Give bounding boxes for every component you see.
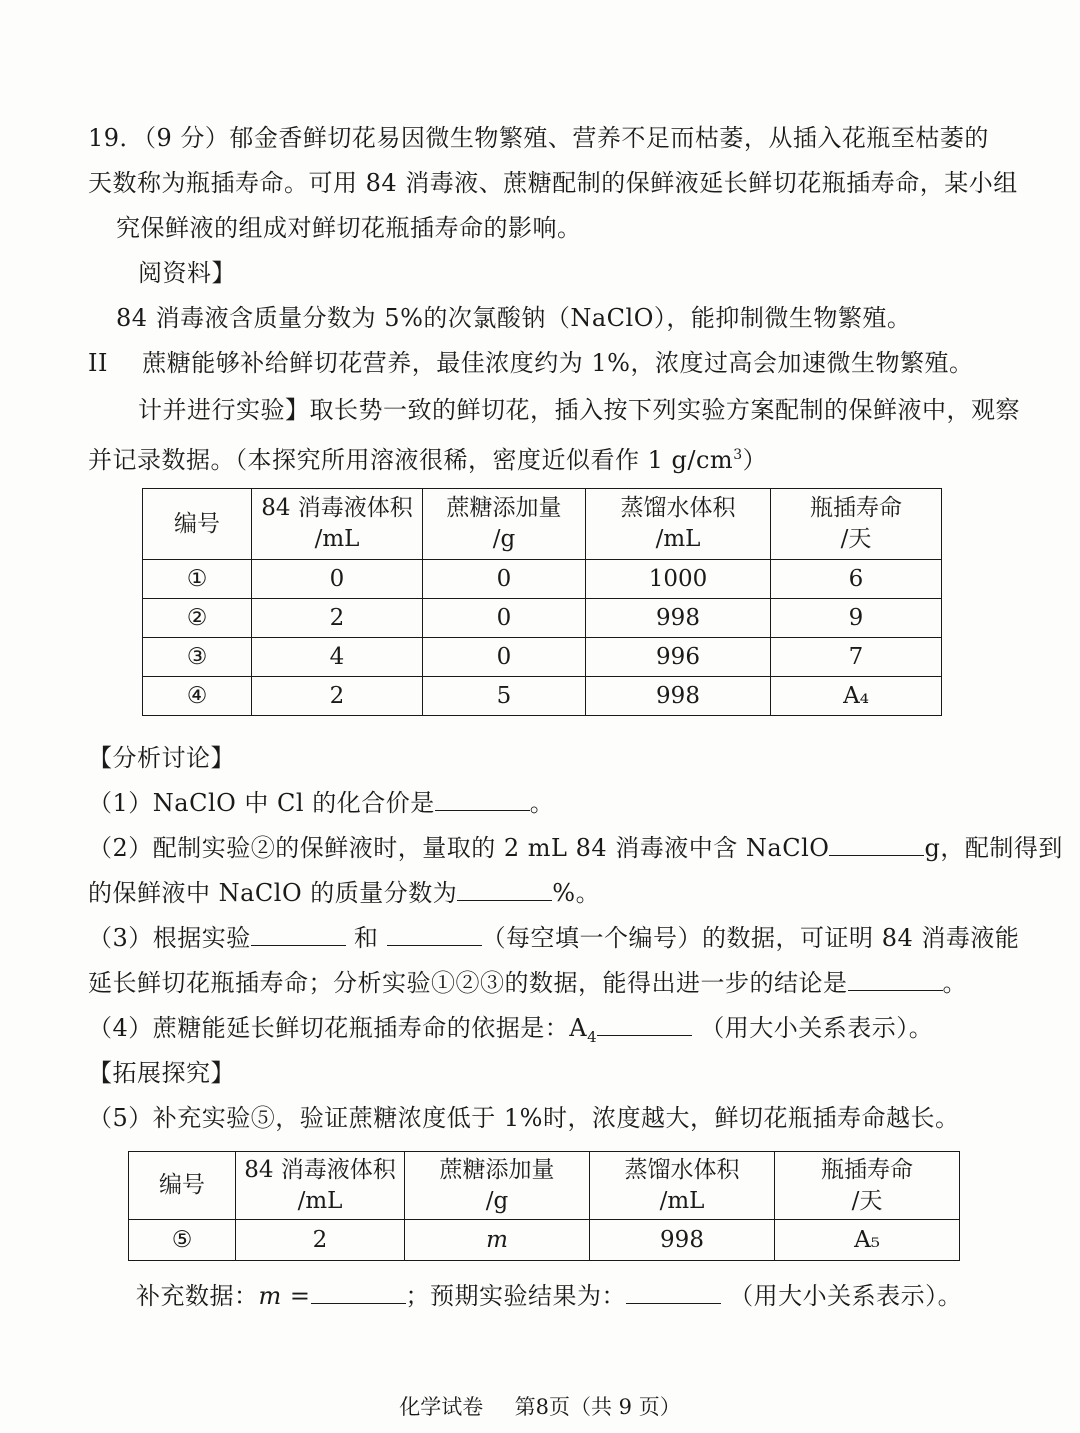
question-3-text-d: 延长鲜切花瓶插寿命；分析实验①②③的数据，能得出进一步的结论是 [88, 969, 848, 997]
table-cell: 0 [423, 599, 586, 638]
reference-item-2-marker: II [88, 349, 108, 377]
table-cell: 998 [590, 1220, 775, 1261]
table-cell: 0 [252, 560, 423, 599]
table-cell: ① [143, 560, 252, 599]
design-line-2 [88, 438, 767, 477]
reference-item-2-text: 蔗糖能够补给鲜切花营养，最佳浓度约为 1%，浓度过高会加速微生物繁殖。 [142, 349, 974, 377]
answer-blank[interactable] [626, 1281, 721, 1304]
supplement-line [136, 1279, 962, 1313]
table-header-cell: 蔗糖添加量 /g [423, 489, 586, 560]
question-2-text-c: 的保鲜液中 NaClO 的质量分数为 [88, 879, 458, 907]
question-3-text: （3）根据实验 [88, 924, 251, 952]
footer-page-number: 第8页（共 9 页） [514, 1395, 681, 1419]
answer-blank[interactable] [387, 923, 482, 946]
table-cell: 2 [252, 677, 423, 716]
reference-item-1: 84 消毒液含质量分数为 5%的次氯酸钠（NaClO），能抑制微生物繁殖。 [116, 304, 912, 332]
question-4-subscript: 4 [587, 1027, 598, 1046]
table-cell: ③ [143, 638, 252, 677]
answer-blank[interactable] [311, 1281, 406, 1304]
page-footer [0, 1392, 1080, 1422]
question-intro-line-3: 究保鲜液的组成对鲜切花瓶插寿命的影响。 [116, 214, 582, 242]
table-row [143, 638, 942, 677]
table-cell: A₄ [771, 677, 942, 716]
table-cell: 1000 [586, 560, 771, 599]
supplement-text-b: ；预期实验结果为： [405, 1282, 627, 1310]
table-cell: 996 [586, 638, 771, 677]
question-3-text-b: 和 [353, 924, 379, 952]
table-cell: 998 [586, 599, 771, 638]
table-header-cell: 瓶插寿命 /天 [775, 1152, 960, 1220]
answer-blank[interactable] [829, 833, 924, 856]
table-header-cell: 蔗糖添加量 /g [405, 1152, 590, 1220]
table-header-cell: 84 消毒液体积 /mL [236, 1152, 405, 1220]
design-line-2-text: 并记录数据。（本探究所用溶液很稀，密度近似看作 1 g/cm [88, 446, 734, 474]
question-2-line-1 [88, 831, 1063, 865]
table-row [143, 599, 942, 638]
supplement-text-c: （用大小关系表示）。 [729, 1282, 963, 1310]
table-row [143, 677, 942, 716]
table-cell: 0 [423, 560, 586, 599]
answer-blank[interactable] [251, 923, 346, 946]
table-cell: 2 [236, 1220, 405, 1261]
answer-blank[interactable] [457, 878, 552, 901]
footer-subject: 化学试卷 [399, 1395, 484, 1419]
answer-blank[interactable] [597, 1013, 692, 1036]
table-header-cell: 84 消毒液体积 /mL [252, 489, 423, 560]
question-2-text-d: %。 [552, 879, 601, 907]
table-header-cell: 瓶插寿命 /天 [771, 489, 942, 560]
supplement-label: 补充数据： [136, 1282, 259, 1310]
table-header-row [143, 489, 942, 560]
table-cell: ② [143, 599, 252, 638]
question-3-text-c: （每空填一个编号）的数据，可证明 84 消毒液能 [481, 924, 1020, 952]
experiment-table-1 [142, 488, 942, 716]
question-4-text: （4）蔗糖能延长鲜切花瓶插寿命的依据是：A [88, 1014, 588, 1042]
table-header-cell: 编号 [143, 489, 252, 560]
table-header-cell: 编号 [129, 1152, 236, 1220]
question-2-text: （2）配制实验②的保鲜液时，量取的 2 mL 84 消毒液中含 NaClO [88, 834, 830, 862]
table-cell: 2 [252, 599, 423, 638]
table-row [129, 1220, 960, 1261]
question-4-text-b: （用大小关系表示）。 [700, 1014, 934, 1042]
table-cell: ④ [143, 677, 252, 716]
reference-item-2 [88, 346, 973, 380]
answer-blank[interactable] [848, 968, 943, 991]
experiment-table-2 [128, 1151, 960, 1261]
design-line-1: 计并进行实验】取长势一致的鲜切花，插入按下列实验方案配制的保鲜液中，观察 [138, 396, 1020, 424]
table-header-cell: 蒸馏水体积 /mL [586, 489, 771, 560]
question-3-line-1 [88, 921, 1019, 955]
table-cell: m [405, 1220, 590, 1261]
design-line-2-superscript: 3 [733, 447, 743, 463]
table-cell: ⑤ [129, 1220, 236, 1261]
reference-heading: 阅资料】 [138, 259, 236, 287]
question-1-text: （1）NaClO 中 Cl 的化合价是 [88, 789, 435, 817]
question-4 [88, 1011, 933, 1054]
question-2-text-b: g，配制得到 [924, 834, 1063, 862]
table-row [143, 560, 942, 599]
extension-heading: 【拓展探究】 [88, 1059, 235, 1087]
table-cell: 998 [586, 677, 771, 716]
question-2-line-2 [88, 876, 600, 910]
question-1 [88, 786, 554, 820]
table-cell: 7 [771, 638, 942, 677]
table-cell: A₅ [775, 1220, 960, 1261]
analysis-heading: 【分析讨论】 [88, 744, 235, 772]
question-1-end: 。 [529, 789, 555, 817]
table-cell: 9 [771, 599, 942, 638]
table-cell: 0 [423, 638, 586, 677]
question-5: （5）补充实验⑤，验证蔗糖浓度低于 1%时，浓度越大，鲜切花瓶插寿命越长。 [88, 1104, 960, 1132]
table-cell: 6 [771, 560, 942, 599]
answer-blank[interactable] [435, 788, 530, 811]
table-cell: 5 [423, 677, 586, 716]
table-header-cell: 蒸馏水体积 /mL [590, 1152, 775, 1220]
question-intro-line-2: 天数称为瓶插寿命。可用 84 消毒液、蔗糖配制的保鲜液延长鲜切花瓶插寿命，某小组 [88, 169, 1018, 197]
design-line-2-end: ） [742, 446, 768, 474]
supplement-equals: = [281, 1282, 311, 1310]
supplement-variable: m [258, 1282, 282, 1310]
question-3-text-e: 。 [942, 969, 967, 997]
table-header-row [129, 1152, 960, 1220]
question-3-line-2 [88, 966, 967, 1000]
question-intro-line-1: 19．（9 分）郁金香鲜切花易因微生物繁殖、营养不足而枯萎，从插入花瓶至枯萎的 [88, 124, 989, 152]
table-cell: 4 [252, 638, 423, 677]
